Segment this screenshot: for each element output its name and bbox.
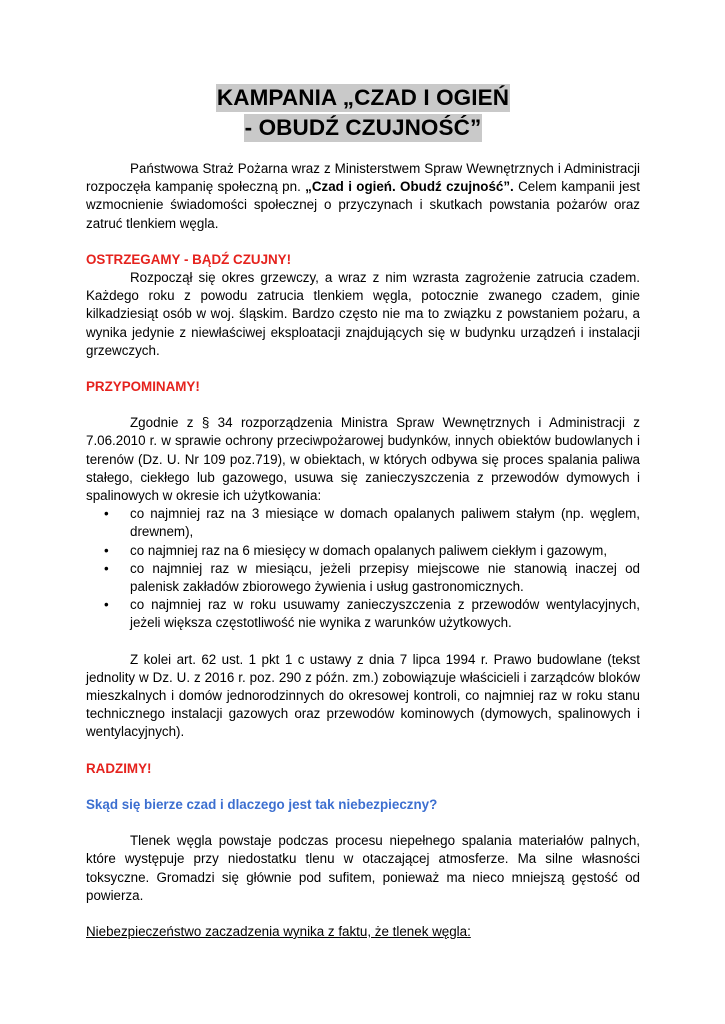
title-line-2: - OBUDŹ CZUJNOŚĆ” [244, 115, 482, 140]
danger-intro-line: Niebezpieczeństwo zaczadzenia wynika z faktu, że tlenek węgla: [86, 923, 471, 939]
list-item: • co najmniej raz w miesiącu, jeżeli przepisy miejscowe nie stanowią inaczej od palenisk zakładów zbiorowego żywienia i usług gastronomicznych. [104, 560, 640, 595]
intro-text-2: Celem kampanii jest wzmocnienie świadomości społecznej o przyczynach i skutkach powstania pożarów oraz zatruć tlenkiem węgla. [86, 179, 640, 231]
document-title [86, 84, 640, 142]
bullet-icon: • [104, 597, 109, 613]
list-item: • co najmniej raz na 3 miesiące w domach opalanych paliwem stałym (np. węglem, drewnem), [104, 506, 640, 540]
document-page [86, 84, 640, 941]
bullet-icon: • [104, 542, 109, 558]
carbon-monoxide-paragraph: Tlenek węgla powstaje podczas procesu niepełnego spalania materiałów palnych, które występuje przy niedostatku tlenu w otaczającej atmosferze. Ma silne własności toksyczne. Gromadzi się głównie pod sufitem, ponieważ ma nieco mniejszą gęstość od powierza. [86, 833, 640, 903]
bullet-icon: • [104, 506, 109, 522]
subheading-czad: Skąd się bierze czad i dlaczego jest tak niebezpieczny? [86, 796, 438, 812]
heading-ostrzegamy: OSTRZEGAMY - BĄDŹ CZUJNY! [86, 251, 292, 267]
title-line-1: KAMPANIA „CZAD I OGIEŃ [216, 85, 510, 110]
cleaning-frequency-list [86, 505, 640, 632]
list-item: • co najmniej raz na 6 miesięcy w domach opalanych paliwem ciekłym i gazowym, [86, 542, 640, 560]
building-law-paragraph: Z kolei art. 62 ust. 1 pkt 1 c ustawy z dnia 7 lipca 1994 r. Prawo budowlane (tekst jednolity w Dz. U. z 2016 r. poz. 290 z późn. zm.) zobowiązuje właścicieli i zarządców bloków mieszkalnych i domów jednorodzinnych do okresowej kontroli, co najmniej raz w roku stanu technicznego instalacji gazowych oraz przewodów kominowych (dymowych, spalinowych i wentylacyjnych). [86, 651, 640, 740]
list-item: • co najmniej raz w roku usuwamy zanieczyszczenia z przewodów wentylacyjnych, jeżeli większa częstotliwość nie wynika z warunków użytkowych. [104, 597, 640, 631]
campaign-name: „Czad i ogień. Obudź czujność”. [305, 179, 514, 195]
heading-radzimy: RADZIMY! [86, 760, 152, 776]
intro-text-1: Państwowa Straż Pożarna wraz z Ministerstwem Spraw Wewnętrznych i Administracji rozpoczęła kampanię społeczną pn. [86, 161, 640, 195]
bullet-icon: • [104, 560, 109, 576]
warning-paragraph: Rozpoczął się okres grzewczy, a wraz z nim wzrasta zagrożenie zatrucia czadem. Każdego roku z powodu zatrucia tlenkiem węgla, potocznie zwanego czadem, ginie kilkadziesiąt osób w woj. śląskim. Bardzo często nie ma to związku z powstaniem pożaru, a wynika jedynie z niewłaściwej eksploatacji znajdujących się w budynku urządzeń i instalacji grzewczych. [86, 270, 640, 358]
heading-przypominamy: PRZYPOMINAMY! [86, 379, 200, 395]
intro-paragraph [86, 160, 640, 233]
regulation-paragraph: Zgodnie z § 34 rozporządzenia Ministra Spraw Wewnętrznych i Administracji z 7.06.2010 r. w sprawie ochrony przeciwpożarowej budynków, innych obiektów budowlanych i terenów (Dz. U. Nr 109 poz.719), w obiektach, w których odbywa się proces spalania paliwa stałego, ciekłego lub gazowego, usuwa się zanieczyszczenia z przewodów dymowych i spalinowych w okresie ich użytkowania: [86, 415, 640, 504]
